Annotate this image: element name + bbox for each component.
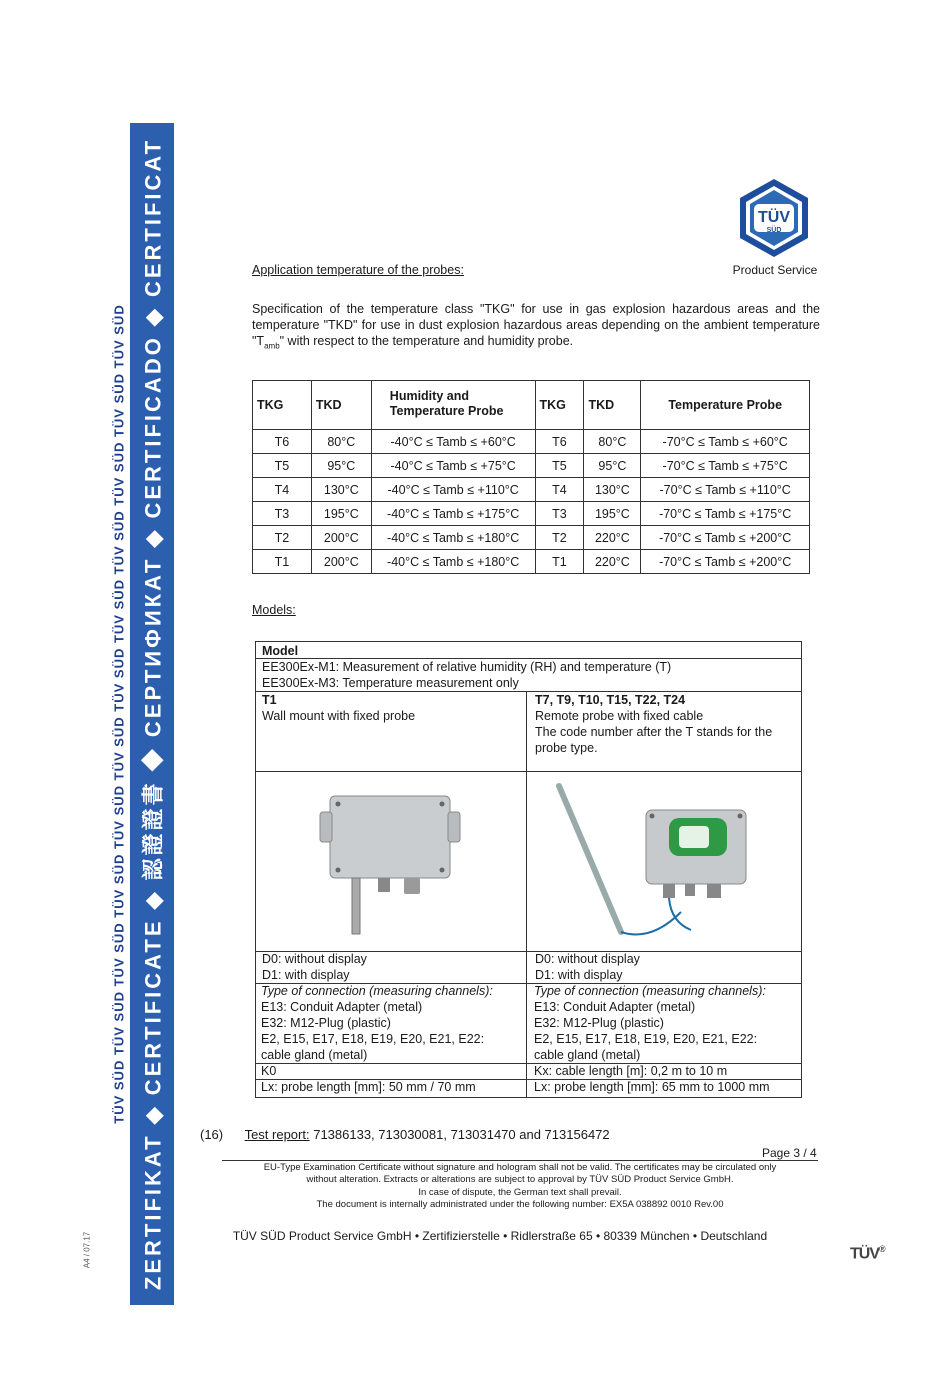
table-cell: 130°C (311, 478, 371, 502)
svg-text:TÜV: TÜV (758, 209, 790, 226)
product-service-caption: Product Service (732, 263, 818, 277)
tuv-sud-logo-icon (733, 177, 815, 259)
right-e32: E32: M12-Plug (plastic) (534, 1016, 664, 1030)
model-m3: EE300Ex-M3: Temperature measurement only (262, 676, 519, 690)
divider (256, 771, 801, 772)
table-header-row (253, 381, 810, 430)
table-cell: T2 (253, 526, 312, 550)
column-divider (526, 691, 527, 1097)
table-cell: 95°C (584, 454, 641, 478)
right-code: T7, T9, T10, T15, T22, T24 (535, 693, 686, 707)
col-header: TKG (535, 381, 584, 430)
table-row (253, 430, 810, 454)
table-cell: T3 (535, 502, 584, 526)
model-m1: EE300Ex-M1: Measurement of relative humidity (RH) and temperature (T) (262, 660, 672, 674)
page-number: Page 3 / 4 (762, 1146, 817, 1160)
table-cell: 80°C (311, 430, 371, 454)
table-cell: 95°C (311, 454, 371, 478)
certificate-multilingual-strip: ZERTIFIKAT ◆ CERTIFICATE ◆ 認證證書 ◆ СЕРТИФИКАТ ◆ CERTIFICADO ◆ CERTIFICAT (130, 123, 174, 1305)
table-row (253, 454, 810, 478)
right-d0: D0: without display (535, 952, 640, 966)
table-cell: T6 (535, 430, 584, 454)
svg-text:SÜD: SÜD (766, 227, 782, 234)
temperature-table (252, 380, 810, 574)
models-table (255, 641, 802, 1098)
right-d1: D1: with display (535, 968, 623, 982)
table-cell: -40°C ≤ Tamb ≤ +110°C (371, 478, 535, 502)
divider (256, 658, 801, 659)
right-desc: Remote probe with fixed cable (535, 709, 704, 723)
table-cell: T5 (253, 454, 312, 478)
company-address: TÜV SÜD Product Service GmbH • Zertifizierstelle • Ridlerstraße 65 • 80339 München • Deutschland (232, 1229, 768, 1243)
table-row (253, 526, 810, 550)
right-note: The code number after the T stands for the (535, 725, 773, 739)
right-egroup: E2, E15, E17, E18, E19, E20, E21, E22: (534, 1032, 758, 1046)
table-cell: -40°C ≤ Tamb ≤ +75°C (371, 454, 535, 478)
table-cell: -40°C ≤ Tamb ≤ +180°C (371, 526, 535, 550)
right-egroup: cable gland (metal) (534, 1048, 641, 1062)
left-e32: E32: M12-Plug (plastic) (261, 1016, 391, 1030)
models-title: Model (262, 644, 299, 658)
col-header: TKD (311, 381, 371, 430)
right-k: Kx: cable length [m]: 0,2 m to 10 m (534, 1064, 728, 1078)
table-cell: -70°C ≤ Tamb ≤ +110°C (641, 478, 810, 502)
form-code: A4 / 07.17 (82, 1231, 92, 1269)
spec-paragraph: Specification of the temperature class "TKG" for use in gas explosion hazardous areas and the temperature "TKD" for use in dust explosion hazardous areas depending on the ambient temperature "$T_{amb}$" with respect to the temperature and humidity probe. (252, 302, 820, 351)
left-egroup: E2, E15, E17, E18, E19, E20, E21, E22: (261, 1032, 485, 1046)
table-cell: T3 (253, 502, 312, 526)
left-egroup: cable gland (metal) (261, 1048, 368, 1062)
table-row (253, 550, 810, 574)
col-header: TKG (253, 381, 312, 430)
col-header: Temperature Probe (641, 381, 810, 430)
table-cell: 200°C (311, 526, 371, 550)
left-k: K0 (261, 1064, 277, 1078)
left-code: T1 (262, 693, 277, 707)
divider (256, 691, 801, 692)
left-d1: D1: with display (262, 968, 350, 982)
models-heading: Models: (252, 603, 296, 617)
remote-probe-device-image (551, 782, 761, 942)
table-cell: -70°C ≤ Tamb ≤ +60°C (641, 430, 810, 454)
table-cell: T1 (535, 550, 584, 574)
col-header: TKD (584, 381, 641, 430)
table-cell: -40°C ≤ Tamb ≤ +180°C (371, 550, 535, 574)
table-cell: T6 (253, 430, 312, 454)
table-cell: -70°C ≤ Tamb ≤ +200°C (641, 550, 810, 574)
table-cell: 80°C (584, 430, 641, 454)
right-lx: Lx: probe length [mm]: 65 mm to 1000 mm (534, 1080, 770, 1094)
left-desc: Wall mount with fixed probe (262, 709, 416, 723)
left-d0: D0: without display (262, 952, 367, 966)
left-lx: Lx: probe length [mm]: 50 mm / 70 mm (261, 1080, 476, 1094)
tuv-footer-mark: TÜV® (850, 1244, 885, 1263)
table-cell: -40°C ≤ Tamb ≤ +175°C (371, 502, 535, 526)
right-e13: E13: Conduit Adapter (metal) (534, 1000, 696, 1014)
wall-mount-device-image (316, 788, 466, 938)
table-cell: 195°C (311, 502, 371, 526)
table-cell: T1 (253, 550, 312, 574)
footer-rule (222, 1160, 818, 1161)
table-cell: -70°C ≤ Tamb ≤ +75°C (641, 454, 810, 478)
table-row (253, 502, 810, 526)
col-header: Humidity and Temperature Probe (371, 381, 535, 430)
certificate-side-band (108, 123, 174, 1305)
table-cell: 220°C (584, 550, 641, 574)
section-heading: Application temperature of the probes: (252, 263, 464, 277)
left-e13: E13: Conduit Adapter (metal) (261, 1000, 423, 1014)
table-cell: T4 (535, 478, 584, 502)
tuv-sud-watermark-strip: TÜV SÜD TÜV SÜD TÜV SÜD TÜV SÜD TÜV SÜD TÜV SÜD TÜV SÜD TÜV SÜD TÜV SÜD TÜV SÜD TÜV SÜD TÜV SÜD (108, 123, 130, 1305)
test-report: (16) Test report: 71386133, 713030081, 713031470 and 713156472 (200, 1127, 610, 1142)
legal-notice: EU-Type Examination Certificate without signature and hologram shall not be valid. The certificates may be circulated only without alteration. Extracts or alterations are subject to approval by TÜV SÜD Product Service GmbH. In case of dispute, the German text shall prevail. The document is internally administrated under the following number: EX5A 038892 0010 Rev.00 (263, 1162, 777, 1211)
table-cell: 200°C (311, 550, 371, 574)
table-cell: -70°C ≤ Tamb ≤ +175°C (641, 502, 810, 526)
table-cell: 220°C (584, 526, 641, 550)
table-cell: 195°C (584, 502, 641, 526)
right-note: probe type. (535, 741, 598, 755)
table-row (253, 478, 810, 502)
table-cell: -70°C ≤ Tamb ≤ +200°C (641, 526, 810, 550)
right-conn-title: Type of connection (measuring channels): (534, 984, 766, 998)
table-cell: T2 (535, 526, 584, 550)
left-conn-title: Type of connection (measuring channels): (261, 984, 493, 998)
table-cell: 130°C (584, 478, 641, 502)
table-cell: T5 (535, 454, 584, 478)
table-cell: -40°C ≤ Tamb ≤ +60°C (371, 430, 535, 454)
table-cell: T4 (253, 478, 312, 502)
